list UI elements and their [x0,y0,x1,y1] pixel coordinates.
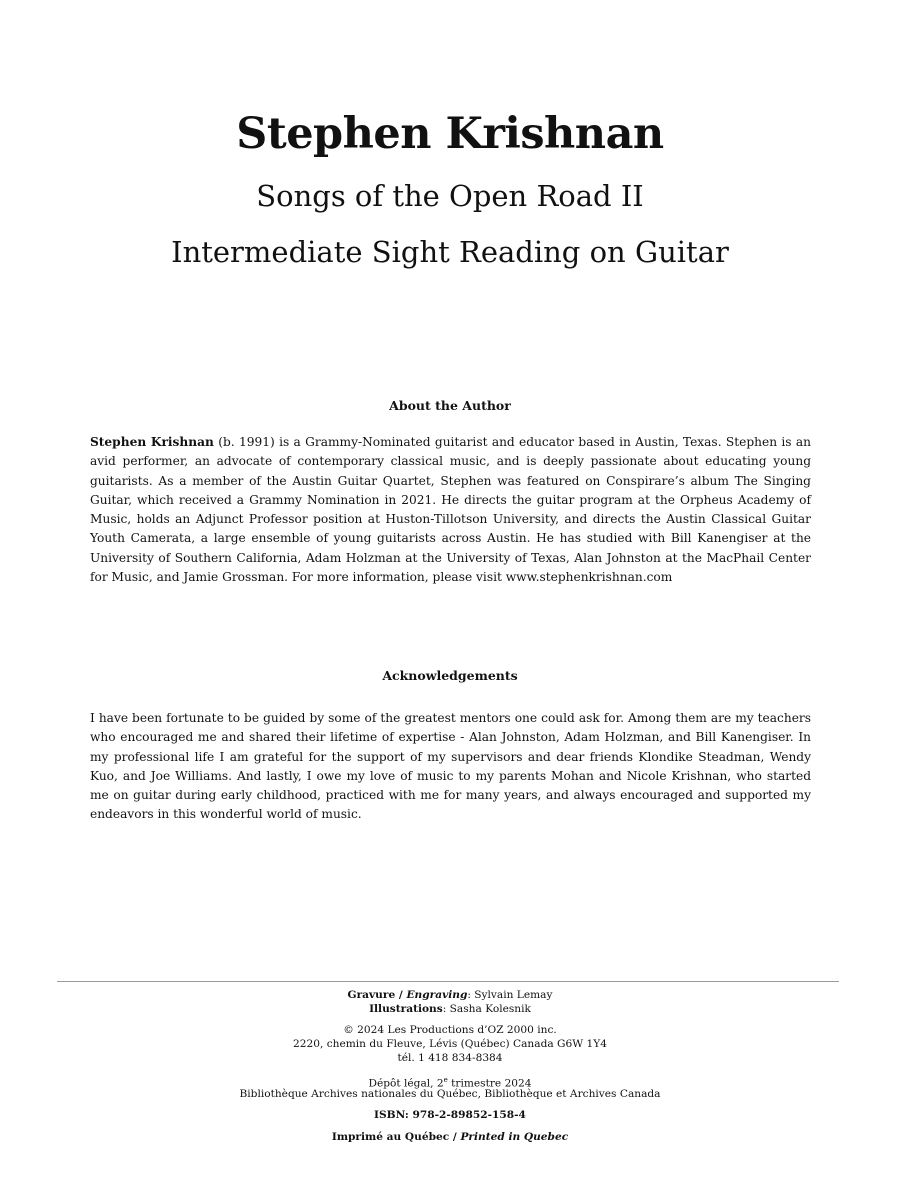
about-paragraph [90,433,811,587]
about-text: (b. 1991) is a Grammy-Nominated guitarist and educator based in Austin, Texas. Stephen is an avid performer, an advocate of contemporary classical music, and is deeply passionate about educating young guitarists. As a member of the Austin Guitar Quartet, Stephen was featured on Conspirare’s album The Singing Guitar, which received a Grammy Nomination in 2021. He directs the guitar program at the Orpheus Academy of Music, holds an Adjunct Professor position at Huston-Tillotson University, and directs the Austin Classical Guitar Youth Camerata, a large ensemble of young guitarists across Austin. He has studied with Bill Kanengiser at the University of Southern California, Adam Holzman at the University of Texas, Alan Johnston at the MacPhail Center for Music, and Jamie Grossman. For more information, please visit www.stephenkrishnan.com [90,435,811,585]
illustrations-sep: : [442,1003,450,1015]
printed-en: Printed in Quebec [460,1131,569,1143]
printed-in [0,1131,900,1144]
engraving-sep: : [467,989,475,1001]
libraries-line: Bibliothèque Archives nationales du Québec, Bibliothèque et Archives Canada [239,1088,661,1100]
about-heading: About the Author [389,398,511,413]
illustrations-credit [0,1003,900,1016]
engraving-label-fr: Gravure / [347,989,407,1001]
colophon-divider [57,981,839,982]
publisher-phone: tél. 1 418 834-8384 [397,1052,503,1064]
author-name: Stephen Krishnan [236,109,664,159]
depot-sup: e [443,1076,448,1084]
engraving-credit [0,989,900,1002]
illustrator-name: Sasha Kolesnik [449,1003,531,1015]
printed-fr: Imprimé au Québec / [331,1131,461,1143]
publisher-address: 2220, chemin du Fleuve, Lévis (Québec) Canada G6W 1Y4 [293,1038,607,1050]
depot-suffix: trimestre 2024 [447,1077,532,1090]
about-author-name: Stephen Krishnan [90,435,214,449]
acknowledgements-paragraph: I have been fortunate to be guided by some of the greatest mentors one could ask for. Among them are my teachers who encouraged me and shared their lifetime of expertise - Alan Johnston, Adam Holzman, and Bill Kanengiser. In my professional life I am grateful for the support of my supervisors and dear friends Klondike Steadman, Wendy Kuo, and Joe Williams. And lastly, I owe my love of music to my parents Mohan and Nicole Krishnan, who started me on guitar during early childhood, practiced with me for many years, and always encouraged and supported my endeavors in this wonderful world of music. [90,711,811,822]
book-subtitle: Intermediate Sight Reading on Guitar [171,235,729,269]
isbn: ISBN: 978-2-89852-158-4 [374,1109,526,1121]
copyright-line: © 2024 Les Productions d’OZ 2000 inc. [343,1024,557,1036]
engraver-name: Sylvain Lemay [474,989,553,1001]
illustrations-label: Illustrations [369,1003,443,1015]
acknowledgements-heading: Acknowledgements [382,668,518,683]
engraving-label-en: Engraving [406,989,468,1001]
depot-prefix: Dépôt légal, 2 [368,1077,444,1090]
book-title: Songs of the Open Road II [256,179,644,213]
